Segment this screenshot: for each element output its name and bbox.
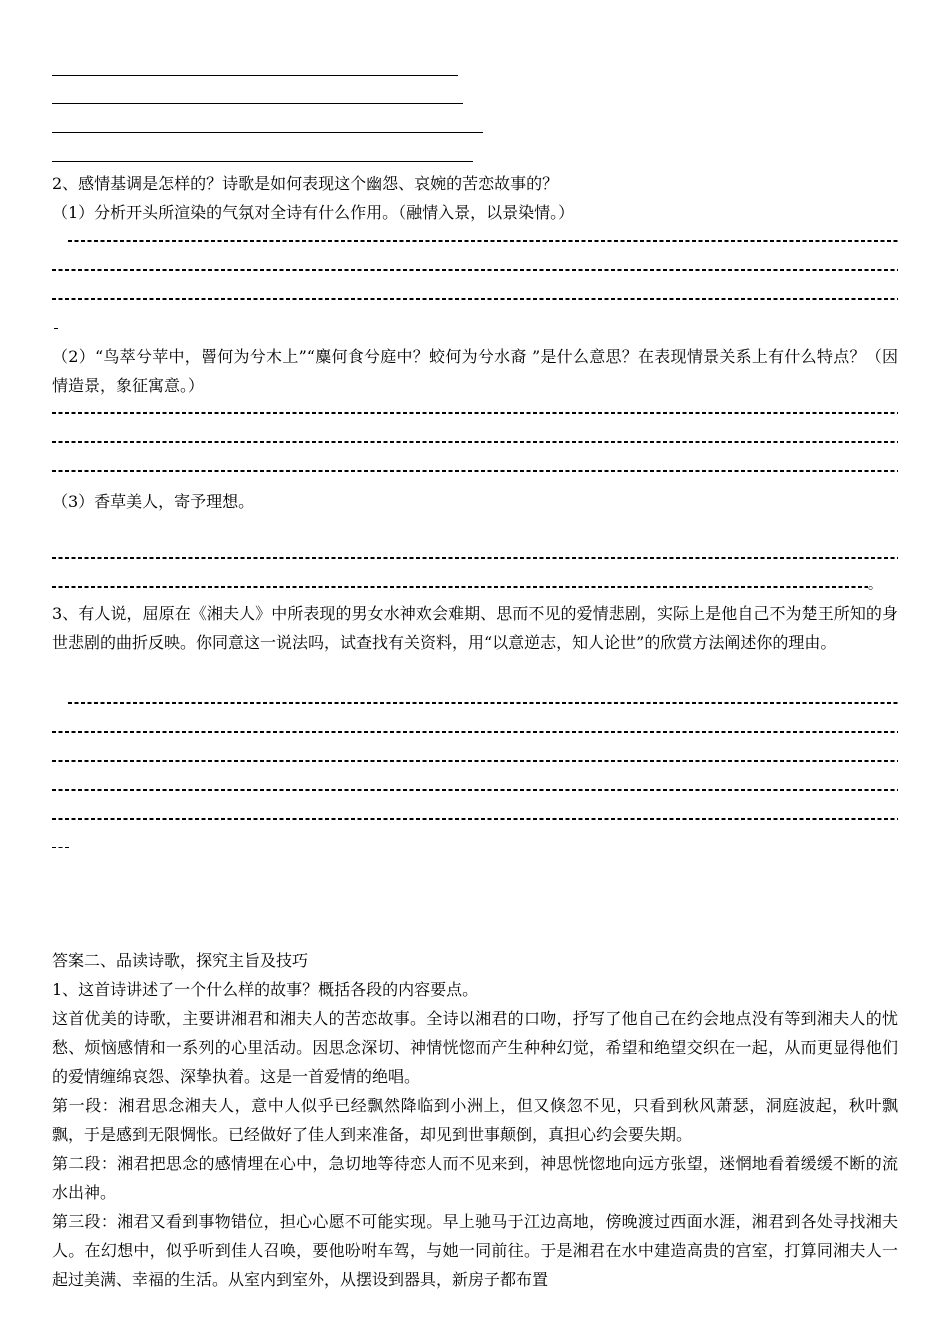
- answer-line: [52, 161, 473, 162]
- dashed-answer-line: [68, 240, 898, 242]
- dashed-answer-line: [52, 789, 898, 791]
- question-3: 3、有人说，屈原在《湘夫人》中所表现的男女水神欢会难期、思而不见的爱情悲剧，实际上是他自己不为楚王所知的身世悲剧的曲折反映。你同意这一说法吗，试查找有关资料，用“以意逆志，知人论世”的欣赏方法阐述你的理由。: [52, 604, 898, 652]
- dashed-answer-line: [68, 702, 898, 704]
- answer-line: [52, 132, 483, 133]
- dashed-answer-line: [52, 847, 70, 848]
- answers-header: 答案二、品读诗歌，探究主旨及技巧: [52, 951, 309, 970]
- answer-paragraph-2: 第一段：湘君思念湘夫人，意中人似乎已经飘然降临到小洲上，但又倏忽不见，只看到秋风萧瑟，洞庭波起，秋叶飘飘，于是感到无限惆怅。已经做好了佳人到来准备，却见到世事颠倒，真担心约会要失期。: [52, 1096, 898, 1144]
- dashed-answer-line: [52, 760, 898, 762]
- answer-paragraph-4: 第三段：湘君又看到事物错位，担心心愿不可能实现。早上驰马于江边高地，傍晚渡过西面水涯，湘君到各处寻找湘夫人。在幻想中，似乎听到佳人召唤，要他吩咐车驾，与她一同前往。于是湘君在水中建造高贵的宫室，打算同湘夫人一起过美满、幸福的生活。从室内到室外，从摆设到器具，新房子都布置: [52, 1212, 898, 1289]
- dashed-answer-line: [52, 412, 898, 414]
- dashed-answer-line: [52, 586, 868, 588]
- line-end-mark: 。: [868, 577, 882, 593]
- question-2-3: （3）香草美人，寄予理想。: [52, 492, 255, 511]
- dashed-answer-line: [52, 441, 898, 443]
- question-2-1: （1）分析开头所渲染的气氛对全诗有什么作用。（融情入景，以景染情。）: [52, 203, 575, 222]
- answer-paragraph-1: 这首优美的诗歌，主要讲湘君和湘夫人的苦恋故事。全诗以湘君的口吻，抒写了他自己在约会地点没有等到湘夫人的忧愁、烦恼感情和一系列的心里活动。因思念深切、神情恍惚而产生种种幻觉，希望和绝望交织在一起，从而更显得他们的爱情缠绵哀怨、深挚执着。这是一首爱情的绝唱。: [52, 1009, 898, 1086]
- answer-line: [52, 75, 458, 76]
- question-2-2: （2）“鸟萃兮苹中，罾何为兮木上”“麋何食兮庭中？蛟何为兮水裔 ”是什么意思？在表现情景关系上有什么特点？（因情造景，象征寓意。）: [52, 347, 898, 395]
- dashed-answer-line: [54, 328, 59, 329]
- dashed-answer-line: [52, 298, 898, 300]
- dashed-answer-line: [52, 269, 898, 271]
- question-2-title: 2、感情基调是怎样的？诗歌是如何表现这个幽怨、哀婉的苦恋故事的？: [52, 174, 559, 193]
- dashed-answer-line: [52, 557, 898, 559]
- dashed-answer-line: [52, 731, 898, 733]
- answer-q1: 1、这首诗讲述了一个什么样的故事？概括各段的内容要点。: [52, 980, 479, 999]
- dashed-answer-line: [52, 470, 898, 472]
- dashed-answer-line: [52, 818, 898, 820]
- answer-line: [52, 103, 463, 104]
- answer-paragraph-3: 第二段：湘君把思念的感情埋在心中，急切地等待恋人而不见来到，神思恍惚地向远方张望，迷惘地看着缓缓不断的流水出神。: [52, 1154, 898, 1202]
